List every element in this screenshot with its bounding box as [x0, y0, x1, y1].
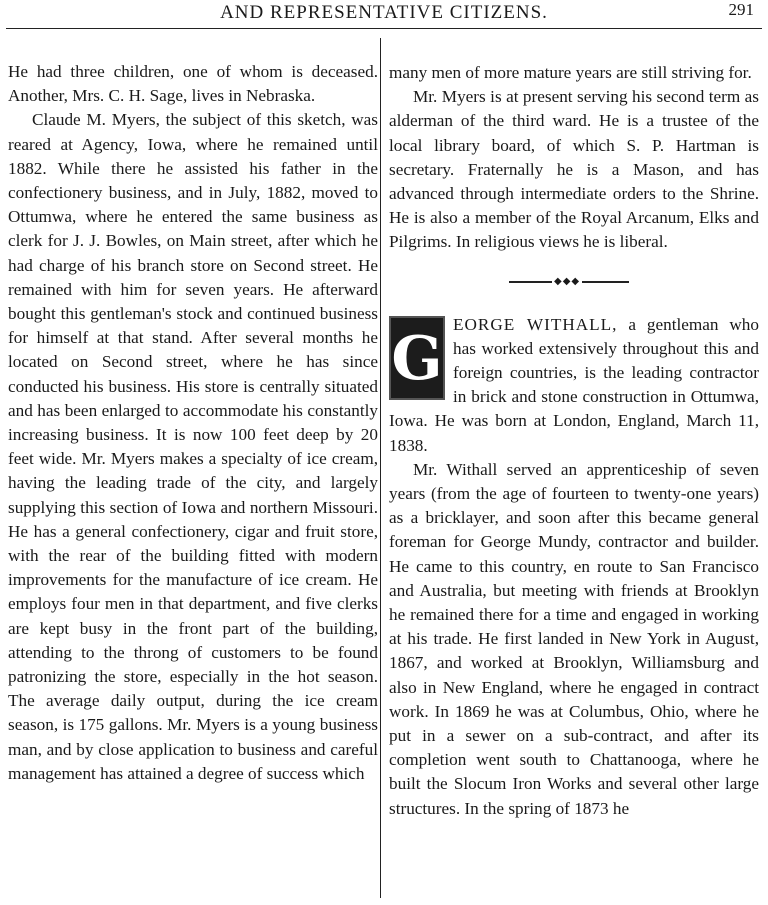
right-column [389, 61, 759, 821]
withall-name: EORGE WITHALL, [453, 314, 618, 334]
header-rule [6, 28, 762, 29]
paragraph-myers-bio: Claude M. Myers, the subject of this sketch, was reared at Agency, Iowa, where he remained until 1882. While there he assisted his father in the confectionery business, and in July, 1882, moved to Ottumwa, where he entered the same business as clerk for J. J. Bowles, on Main street, after which he had charge of his branch store on Second street. He remained with him for seven years. He afterward bought this gentleman's stock and continued business for himself at that stand. After several months he located on Second street, where he has since conducted his business. His store is centrally situated and has been enlarged to accommodate his constantly increasing business. It is now 100 feet deep by 20 feet wide. Mr. Myers makes a specialty of ice cream, having the leading trade of the city, and largely supplying this section of Iowa and northern Missouri. He has a general confectionery, cigar and fruit store, with the rear of the building fitted with modern improvements for the manufacture of ice cream. He employs four men in that department, and five clerks are kept busy in the front part of the building, attending to the throng of customers to be found patronizing the store, especially in the hot season. The average daily output, during the ice cream season, is 175 gallons. Mr. Myers is a young business man, and by close application to business and careful management has attained a degree of success which [8, 110, 378, 783]
withall-intro-text: a gentleman who has worked extensively throughout this and foreign countries, is the leading contractor in brick and stone construction in Ottumwa, Iowa. He was born at London, England, March 11, 1838. [389, 314, 759, 455]
dropcap-letter: G [391, 323, 443, 394]
dropcap-g [389, 316, 445, 400]
ornament-diamonds: ◆◆◆ [552, 270, 582, 294]
paragraph-sage: He had three children, one of whom is deceased. Another, Mrs. C. H. Sage, lives in Nebraska. [8, 62, 378, 106]
paragraph-myers-civic: Mr. Myers is at present serving his second term as alderman of the third ward. He is a trustee of the local library board, of which S. P. Hartman is secretary. Fraternally he is a Mason, and has advanced through intermediate orders to the Shrine. He is also a member of the Royal Arcanum, Elks and Pilgrims. In religious views he is liberal. [389, 87, 759, 252]
paragraph-withall-intro [389, 313, 759, 458]
page-number: 291 [728, 0, 754, 19]
page-header [0, 0, 768, 30]
column-divider [380, 38, 381, 898]
section-ornament [389, 277, 759, 287]
paragraph-myers-continued: many men of more mature years are still striving for. [389, 63, 752, 82]
left-column [8, 59, 378, 786]
paragraph-withall-career: Mr. Withall served an apprenticeship of seven years (from the age of fourteen to twenty-one years) as a bricklayer, and soon after this became general foreman for George Mundy, contractor and builder. He came to this country, en route to San Francisco and Australia, but meeting with friends at Brooklyn he remained there for a time and engaged in working at his trade. He first landed in New York in August, 1867, and worked at Brooklyn, Williamsburg and also in New England, where he engaged in contract work. In 1869 he was at Columbus, Ohio, where he put in a sewer on a sub-contract, and after its completion went south to Chattanooga, where he built the Slocum Iron Works and several other large structures. In the spring of 1873 he [389, 459, 759, 818]
running-head: AND REPRESENTATIVE CITIZENS. [220, 2, 548, 23]
